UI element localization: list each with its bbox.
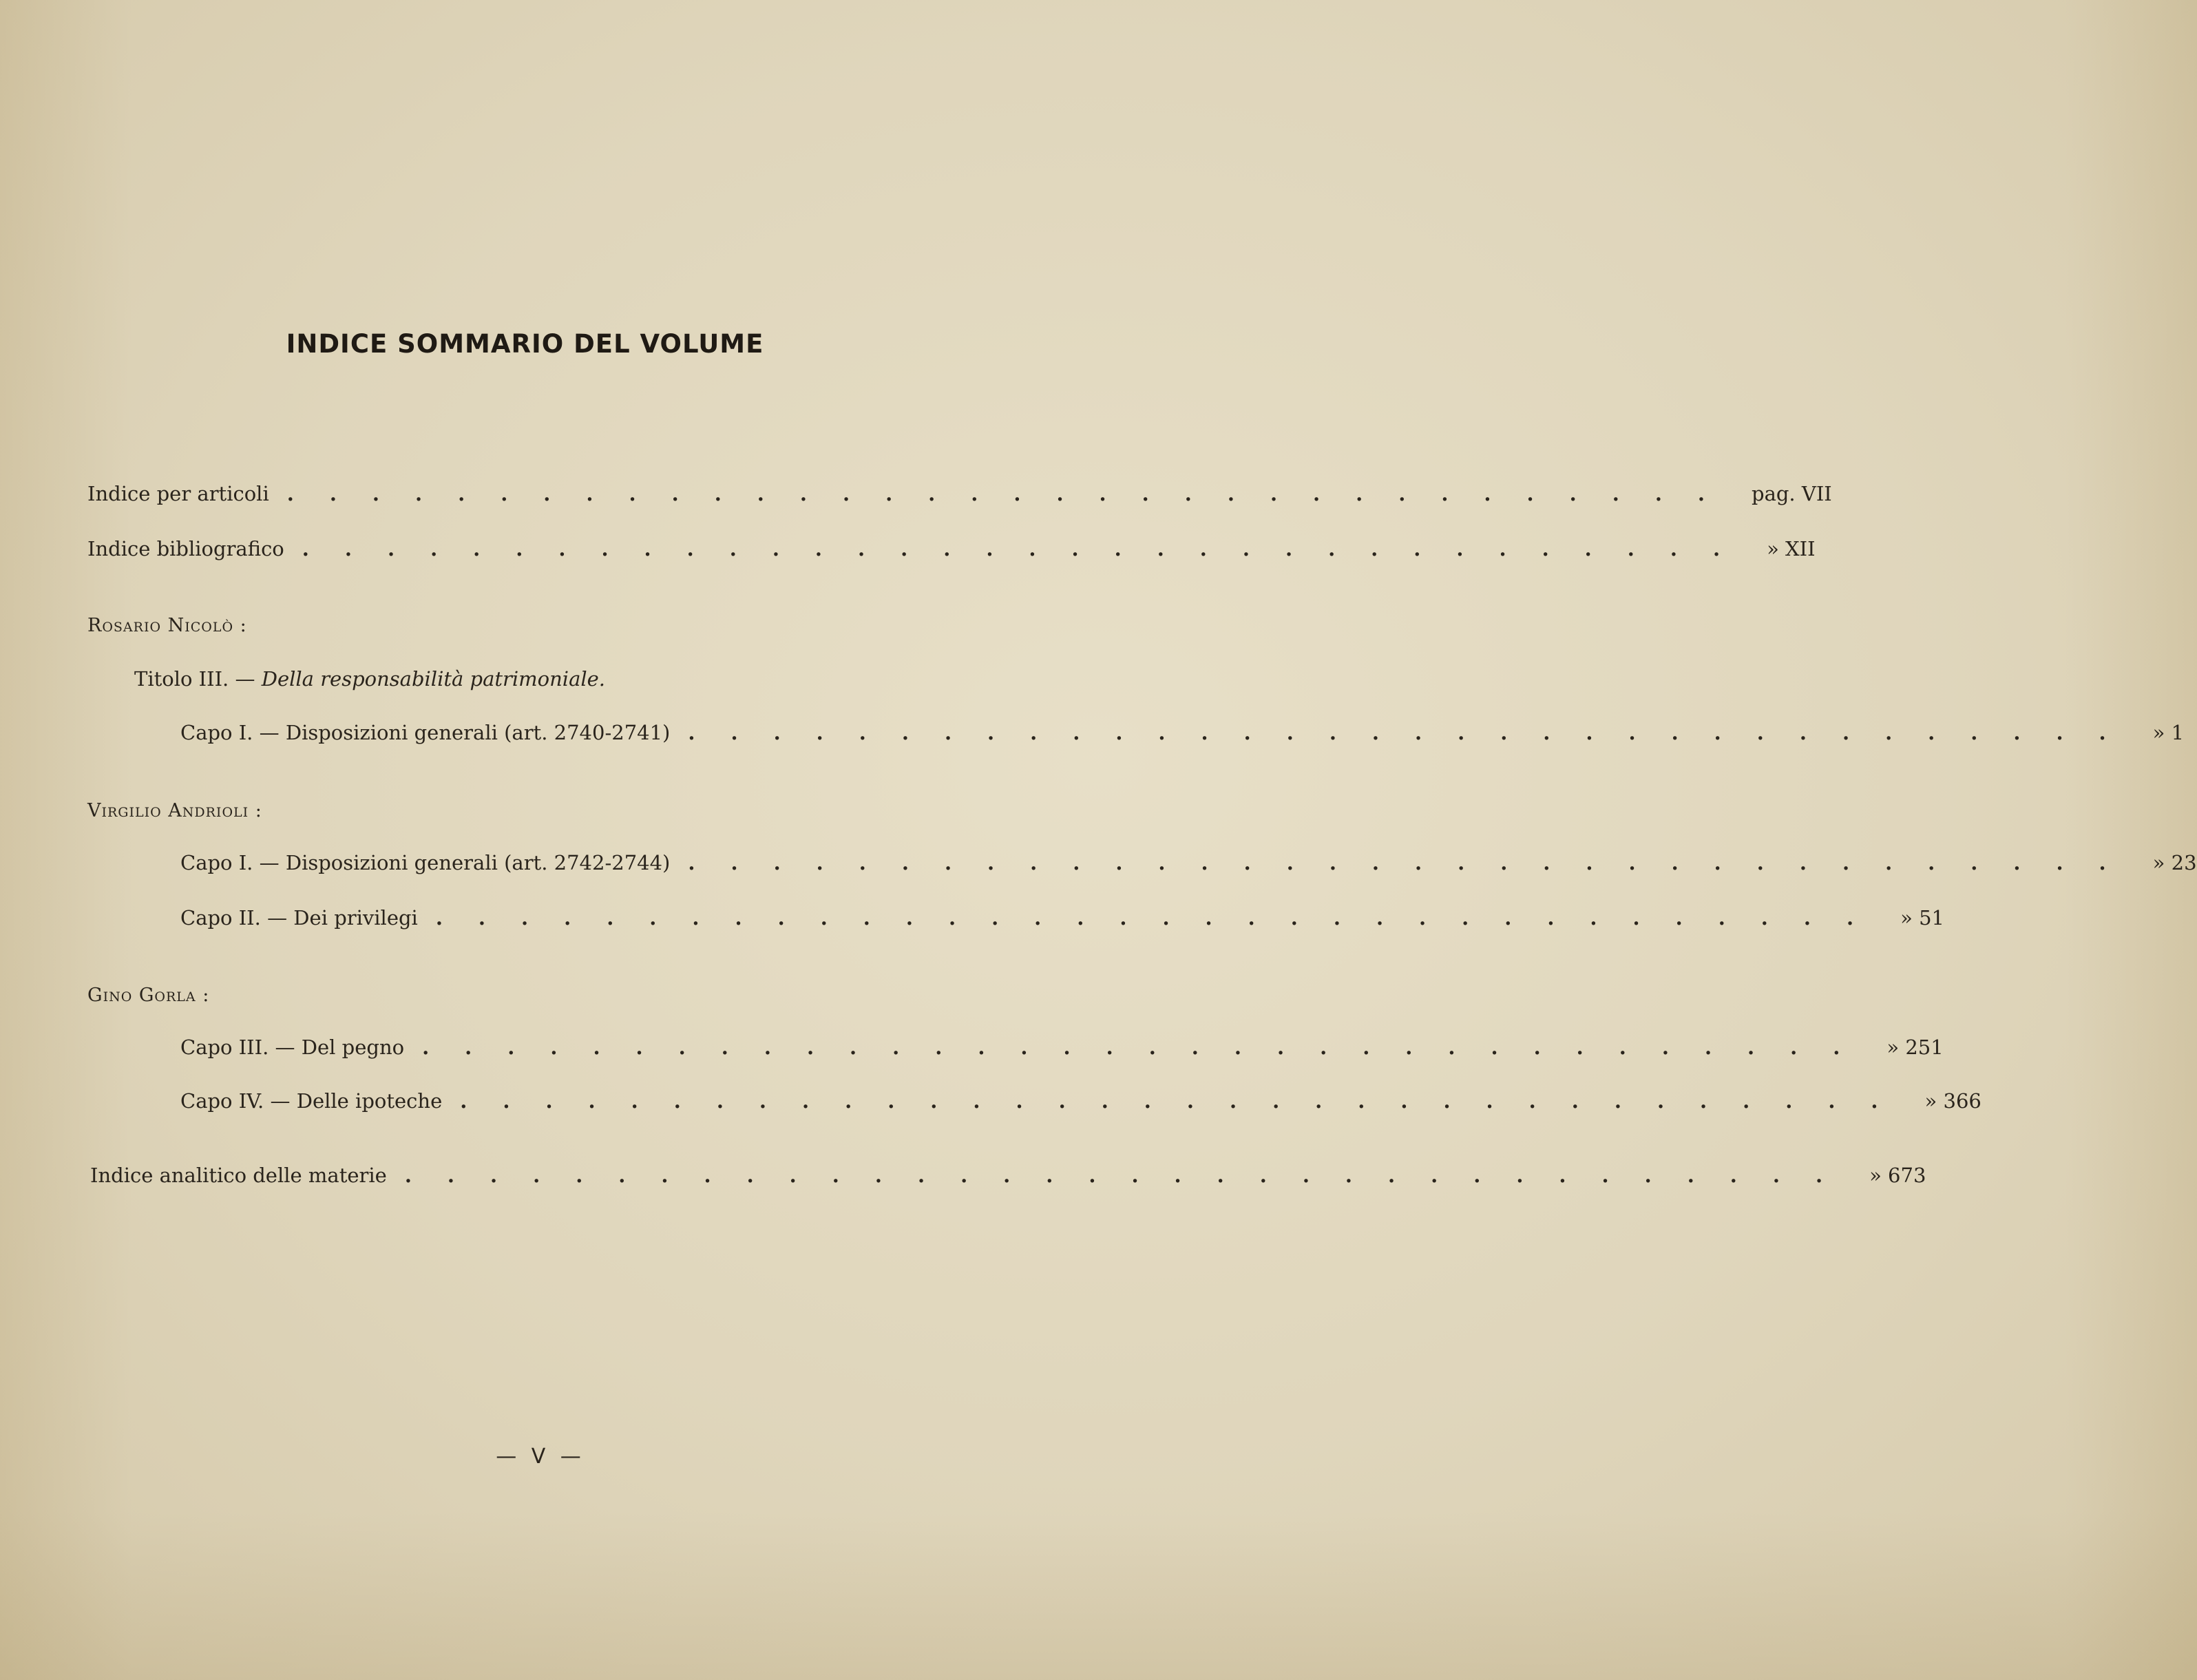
author-heading-gorla: Gino Gorla :: [87, 985, 210, 1006]
toc-entry-page: » 251: [1886, 1036, 1944, 1059]
dot-leader: ..................................: [422, 1036, 1876, 1059]
toc-entry-page: » 1: [2152, 721, 2185, 744]
page-title: INDICE SOMMARIO DEL VOLUME: [286, 329, 764, 359]
dot-leader: ..................................: [688, 721, 2142, 744]
toc-entry-indice-articoli[interactable]: [87, 482, 1832, 510]
toc-entry-label: Indice analitico delle materie: [90, 1164, 387, 1187]
toc-entry-label: Capo III. — Del pegno: [180, 1036, 405, 1059]
titolo-prefix: Titolo III. —: [134, 667, 262, 691]
toc-entry-label: Indice bibliografico: [87, 537, 284, 560]
author-heading-nicolo: Rosario Nicolò :: [87, 615, 247, 636]
toc-entry-page: » 673: [1869, 1164, 1926, 1187]
toc-entry-label: Capo II. — Dei privilegi: [180, 906, 418, 930]
toc-entry-page: » 366: [1924, 1089, 1981, 1113]
toc-entry-label: Capo I. — Disposizioni generali (art. 2740-2741): [180, 721, 671, 744]
page-number: — V —: [496, 1445, 585, 1469]
toc-entry-indice-bibliografico[interactable]: [87, 537, 1816, 565]
dot-leader: ..................................: [286, 482, 1741, 505]
toc-entry-indice-analitico[interactable]: [90, 1164, 1926, 1191]
toc-entry-gorla-capo-3[interactable]: [180, 1036, 1944, 1063]
dot-leader: ..................................: [404, 1164, 1859, 1187]
dot-leader: ..................................: [435, 906, 1890, 930]
toc-entry-page: » 51: [1900, 906, 1944, 930]
toc-entry-andrioli-capo-1[interactable]: [180, 851, 2197, 879]
toc-entry-page: pag. VII: [1752, 482, 1832, 505]
dot-leader: ..................................: [688, 851, 2142, 874]
toc-entry-label: Indice per articoli: [87, 482, 269, 505]
toc-entry-andrioli-capo-2[interactable]: [180, 906, 1944, 934]
toc-entry-page: » 23: [2152, 851, 2197, 874]
toc-entry-nicolo-capo-1[interactable]: [180, 721, 2185, 748]
author-heading-andrioli: Virgilio Andrioli :: [87, 800, 262, 821]
dot-leader: ..................................: [302, 537, 1756, 560]
toc-entry-page: » XII: [1767, 537, 1816, 560]
toc-entry-label: Capo IV. — Delle ipoteche: [180, 1089, 443, 1113]
dot-leader: ..................................: [460, 1089, 1914, 1113]
toc-entry-label: Capo I. — Disposizioni generali (art. 2742-2744): [180, 851, 671, 874]
titolo-heading: [134, 667, 605, 691]
titolo-italic: Della responsabilità patrimoniale.: [261, 667, 606, 691]
toc-entry-gorla-capo-4[interactable]: [180, 1089, 1981, 1117]
